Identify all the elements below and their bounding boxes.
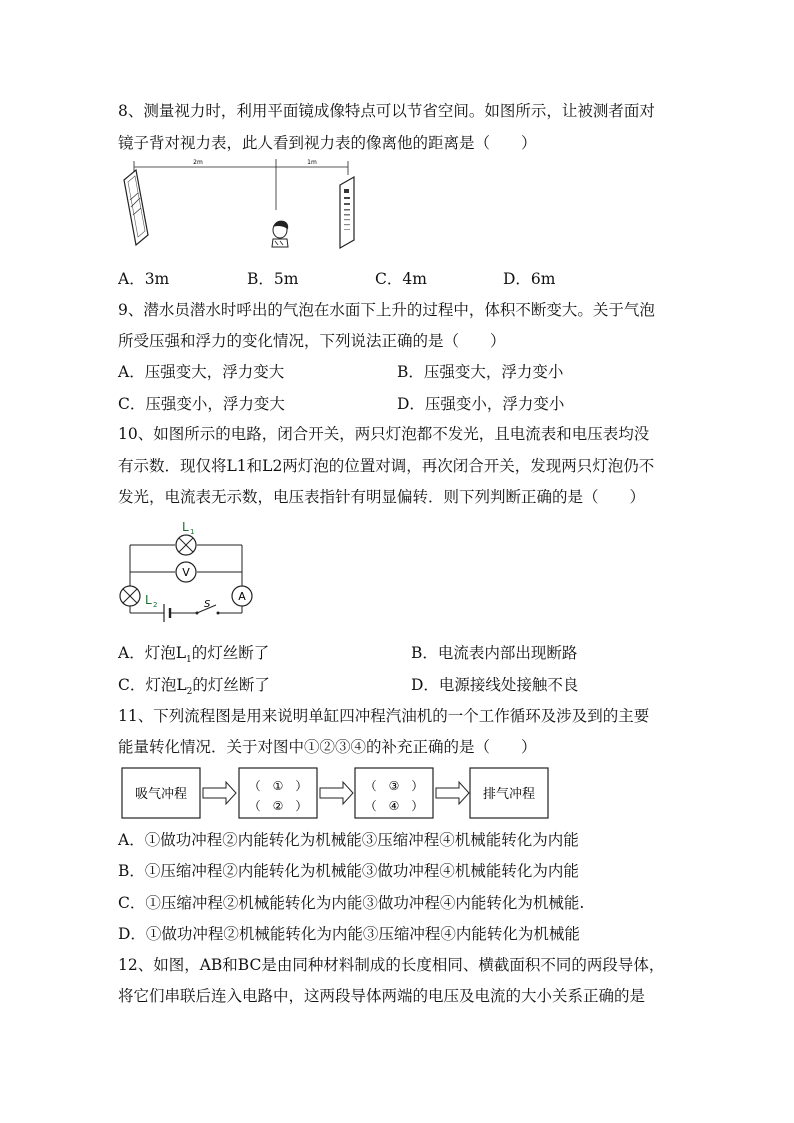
q8-figure xyxy=(118,155,368,255)
q10-option-a-sub: 1 xyxy=(186,655,192,666)
q11-stem-line1: 11、下列流程图是用来说明单缸四冲程汽油机的一个工作循环及涉及到的主要 xyxy=(118,707,650,725)
q8-option-a: A．3m xyxy=(118,270,170,288)
bulb-l2-icon xyxy=(120,586,140,606)
ammeter-label: A xyxy=(238,590,246,603)
q11-option-c: C．①压缩冲程②机械能转化为内能③做功冲程④内能转化为机械能. xyxy=(118,894,585,912)
q10-option-c xyxy=(118,675,270,702)
voltmeter-icon xyxy=(176,562,196,582)
q11-option-a: A．①做功冲程②内能转化为机械能③压缩冲程④机械能转化为内能 xyxy=(118,831,579,849)
q10-stem-line2: 有示数．现仅将L1和L2两灯泡的位置对调，再次闭合开关，发现两只灯泡仍不 xyxy=(118,457,655,475)
q8-stem-line2: 镜子背对视力表，此人看到视力表的像离他的距离是（ ） xyxy=(118,134,537,152)
q10-option-a-tail: 的灯丝断了 xyxy=(191,644,270,662)
ammeter-icon xyxy=(232,586,252,606)
battery-icon xyxy=(164,604,170,622)
q8-stem-line1: 8、测量视力时，利用平面镜成像特点可以节省空间。如图所示，让被测者面对 xyxy=(118,102,655,120)
q9-option-d: D．压强变小，浮力变小 xyxy=(397,395,565,413)
arrow-right-icon xyxy=(203,782,236,804)
q10-option-b: B．电流表内部出现断路 xyxy=(411,644,578,662)
q8-dim-left: 2m xyxy=(193,159,203,166)
q10-option-d: D．电源接线处接触不良 xyxy=(411,676,579,694)
q12-stem-line1: 12、如图，AB和BC是由同种材料制成的长度相同、横截面积不同的两段导体， xyxy=(118,956,665,974)
q8-option-b: B．5m xyxy=(247,270,299,288)
q10-stem-line1: 10、如图所示的电路，闭合开关，两只灯泡都不发光，且电流表和电压表均没 xyxy=(118,425,650,443)
q9-stem-line2: 所受压强和浮力的变化情况，下列说法正确的是（ ） xyxy=(118,332,506,350)
flow-blank-2: （ ② ） xyxy=(248,799,308,813)
q10-option-a xyxy=(118,643,269,670)
q8-option-d: D．6m xyxy=(503,270,556,288)
bulb-l1-icon xyxy=(176,535,196,555)
eye-chart-icon xyxy=(340,177,354,248)
q10-option-c-text: C．灯泡L xyxy=(118,676,187,694)
l2-label: L xyxy=(145,593,152,607)
mirror-icon xyxy=(124,170,148,245)
arrow-right-icon xyxy=(320,782,353,804)
person-icon xyxy=(272,221,288,247)
voltmeter-label: V xyxy=(182,566,190,579)
q8-dim-right: 1m xyxy=(307,159,317,166)
l2-subscript: 2 xyxy=(153,601,158,609)
q10-option-a-text: A．灯泡L xyxy=(118,644,186,662)
q10-circuit xyxy=(112,515,262,625)
q11-option-b: B．①压缩冲程②内能转化为机械能③做功冲程④机械能转化为内能 xyxy=(118,862,579,880)
q9-option-c: C．压强变小，浮力变大 xyxy=(118,395,285,413)
q11-option-d: D．①做功冲程②机械能转化为内能③压缩冲程④内能转化为机械能 xyxy=(118,925,580,943)
flow-box-intake: 吸气冲程 xyxy=(134,787,188,802)
flow-blank-3: （ ③ ） xyxy=(364,779,424,793)
q10-option-c-tail: 的灯丝断了 xyxy=(192,676,270,694)
q12-stem-line2: 将它们串联后连入电路中，这两段导体两端的电压及电流的大小关系正确的是 xyxy=(118,987,646,1005)
flow-blank-1: （ ① ） xyxy=(248,779,308,793)
q11-stem-line2: 能量转化情况．关于对图中①②③④的补充正确的是（ ） xyxy=(118,738,537,756)
q10-option-c-sub: 2 xyxy=(186,687,193,698)
q10-stem-line3: 发光，电流表无示数，电压表指针有明显偏转．则下列判断正确的是（ ） xyxy=(118,488,646,506)
q9-stem-line1: 9、潜水员潜水时呼出的气泡在水面下上升的过程中，体积不断变大。关于气泡 xyxy=(118,301,655,319)
flow-blank-4: （ ④ ） xyxy=(364,799,424,813)
flow-box-exhaust: 排气冲程 xyxy=(482,787,536,802)
q9-option-b: B．压强变大，浮力变小 xyxy=(397,363,564,381)
l1-label: L xyxy=(182,520,189,534)
q11-flowchart xyxy=(118,763,554,823)
arrow-right-icon xyxy=(436,782,469,804)
l1-subscript: 1 xyxy=(190,528,195,536)
switch-label: S xyxy=(204,599,211,610)
q9-option-a: A．压强变大，浮力变大 xyxy=(118,363,285,381)
q8-option-c: C．4m xyxy=(375,270,427,288)
